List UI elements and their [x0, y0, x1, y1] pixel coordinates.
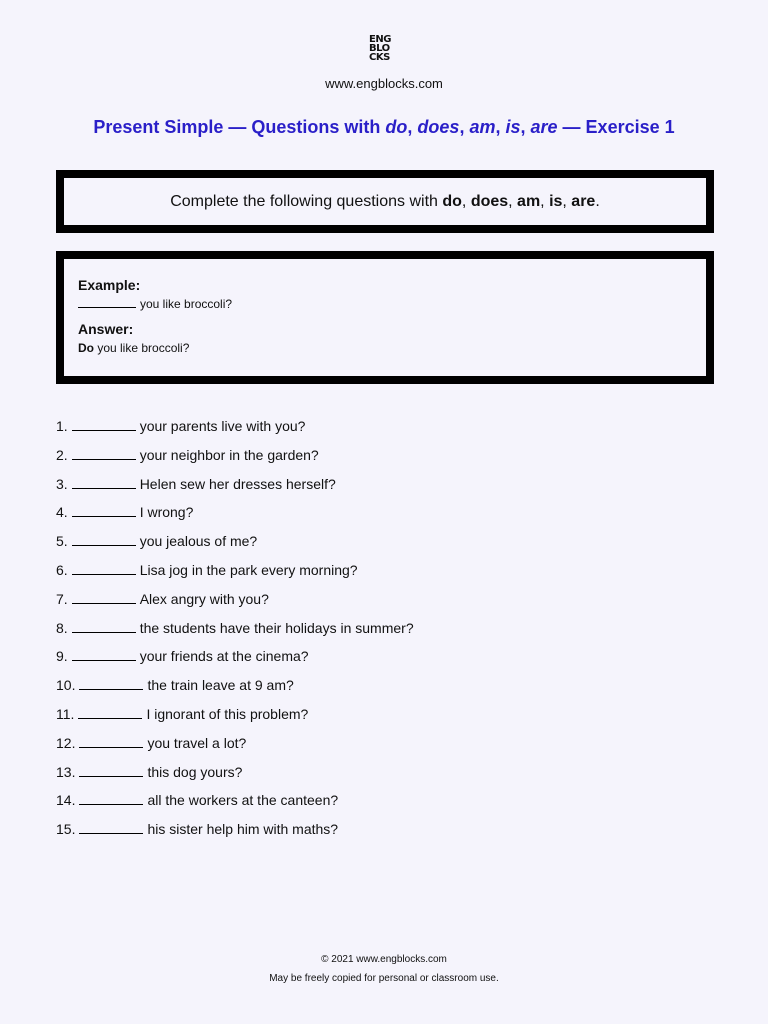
answer-blank[interactable] — [72, 502, 136, 517]
engblocks-logo — [369, 35, 399, 62]
question-item: 3. Helen sew her dresses herself? — [56, 475, 336, 492]
footer-license: May be freely copied for personal or classroom use. — [269, 973, 499, 984]
question-item: 5. you jealous of me? — [56, 533, 258, 550]
answer-blank[interactable] — [78, 704, 142, 719]
instruction-text: Complete the following questions with do, does, am, is, are. — [170, 192, 600, 210]
example-blank — [78, 307, 136, 308]
answer-blank[interactable] — [79, 790, 143, 805]
answer-blank[interactable] — [72, 560, 136, 575]
answer-label: Answer: — [78, 321, 134, 337]
question-item: 9. your friends at the cinema? — [56, 648, 309, 665]
question-item: 10. the train leave at 9 am? — [56, 677, 294, 694]
answer-blank[interactable] — [72, 445, 136, 460]
example-answer: Do you like broccoli? — [78, 341, 190, 355]
example-question: you like broccoli? — [78, 297, 692, 311]
answer-blank[interactable] — [79, 675, 143, 690]
answer-blank[interactable] — [72, 416, 136, 431]
logo-line-2: BLO — [369, 43, 390, 54]
question-item: 12. you travel a lot? — [56, 734, 247, 751]
question-item: 7. Alex angry with you? — [56, 590, 269, 607]
question-item: 2. your neighbor in the garden? — [56, 446, 319, 463]
answer-blank[interactable] — [79, 733, 143, 748]
question-item: 11. I ignorant of this problem? — [56, 705, 309, 722]
answer-blank[interactable] — [72, 531, 136, 546]
answer-blank[interactable] — [79, 819, 143, 834]
answer-blank[interactable] — [72, 589, 136, 604]
footer-copyright: © 2021 www.engblocks.com — [321, 954, 447, 965]
logo-line-3: CKS — [369, 52, 390, 63]
answer-blank[interactable] — [72, 646, 136, 661]
page-title: Present Simple — Questions with do, does, am, is, are — Exercise 1 — [93, 117, 675, 137]
example-box — [56, 251, 714, 384]
example-label: Example: — [78, 277, 141, 293]
question-item: 8. the students have their holidays in summer? — [56, 619, 414, 636]
answer-blank[interactable] — [72, 474, 136, 489]
answer-blank[interactable] — [79, 762, 143, 777]
question-item: 6. Lisa jog in the park every morning? — [56, 561, 358, 578]
question-item: 4. I wrong? — [56, 504, 194, 521]
question-item: 1. your parents live with you? — [56, 418, 306, 434]
logo-line-1: ENG — [369, 34, 391, 45]
site-url[interactable]: www.engblocks.com — [325, 76, 443, 91]
instruction-box — [56, 170, 714, 233]
question-list — [56, 414, 414, 846]
question-item: 14. all the workers at the canteen? — [56, 792, 339, 809]
answer-blank[interactable] — [72, 618, 136, 633]
question-item: 15. his sister help him with maths? — [56, 821, 339, 838]
question-item: 13. this dog yours? — [56, 763, 243, 780]
